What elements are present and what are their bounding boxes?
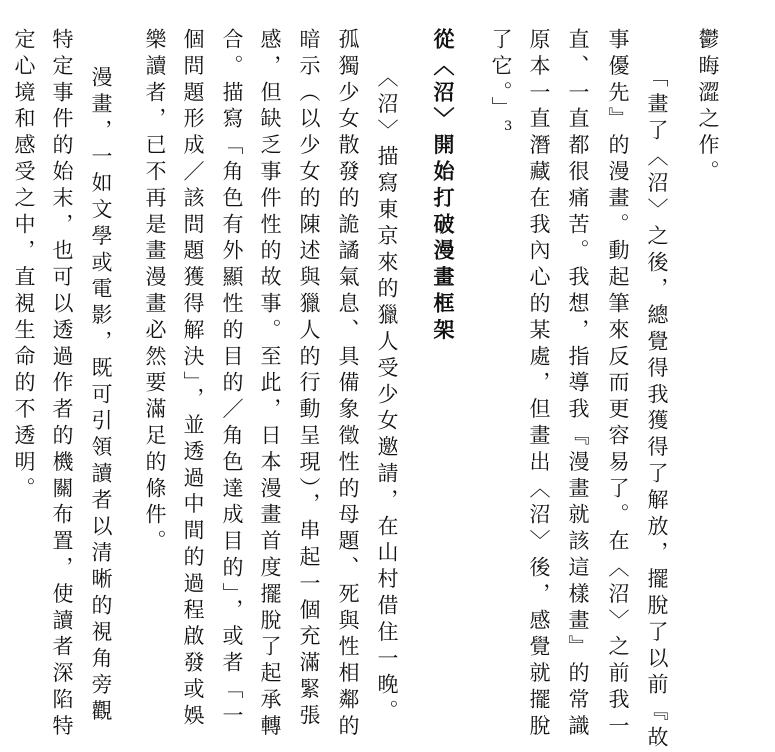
- text-column: 個問題形成／該問題獲得解決」，並透過中間的過程啟發或娛: [181, 28, 205, 731]
- text-column: 特定事件的始末，也可以透過作者的機關布置，使讀者深陷特: [50, 28, 74, 741]
- section-heading: 從〈沼〉開始打破漫畫框架: [431, 28, 456, 345]
- text-column: 原本一直潛藏在我內心的某處，但畫出〈沼〉後，感覺就擺脫: [527, 28, 551, 741]
- text-column: 了它。」: [489, 28, 513, 124]
- text-column: 〈沼〉描寫東京來的獵人受少女邀請，在山村借住一晚。: [375, 66, 399, 726]
- footnote-marker: 3: [504, 119, 513, 134]
- text-column: 孤獨少女散發的詭譎氣息、具備象徵性的母題、死與性相鄰的: [336, 28, 360, 741]
- text-column: 漫畫，一如文學或電影，既可引領讀者以清晰的視角旁觀: [89, 66, 113, 726]
- text-column: 鬱晦澀之作。: [696, 28, 720, 187]
- text-column: 合。描寫「角色有外顯性的目的／角色達成目的」，或者「一: [220, 28, 244, 731]
- text-column: 事優先』的漫畫。動起筆來反而更容易了。在〈沼〉之前我一: [606, 28, 630, 741]
- text-column: 暗示（以少女的陳述與獵人的行動呈現），串起一個充滿緊張: [297, 28, 321, 731]
- text-column: 定心境和感受之中，直視生命的不透明。: [12, 28, 36, 504]
- text-column: 感，但缺乏事件性的故事。至此，日本漫畫首度擺脫了起承轉: [258, 28, 282, 741]
- text-column: 直、一直都很痛苦。我想，指導我『漫畫就該這樣畫』的常識: [566, 28, 590, 741]
- text-column: 樂讀者，已不再是畫漫畫必然要滿足的條件。: [143, 28, 167, 556]
- text-column: 「畫了〈沼〉之後，總覺得我獲得了解放，擺脫了以前『故: [645, 66, 669, 752]
